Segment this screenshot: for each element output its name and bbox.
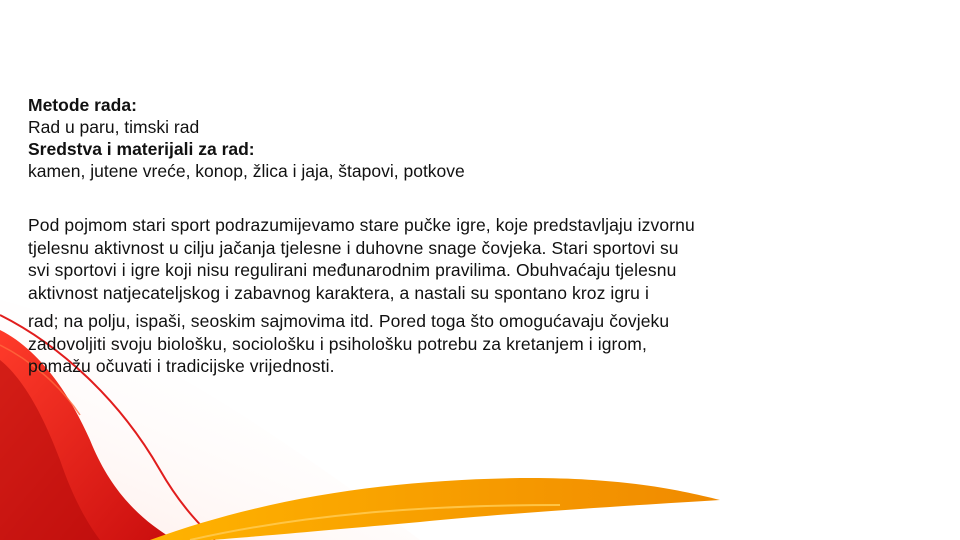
methods-value: Rad u paru, timski rad (28, 117, 200, 137)
description-paragraph (28, 214, 908, 378)
materials-heading: Sredstva i materijali za rad: (28, 139, 255, 159)
paragraph-line: aktivnost natjecateljskog i zabavnog karaktera, a nastali su spontano kroz igru i (28, 282, 649, 303)
paragraph-line: svi sportovi i igre koji nisu regulirani međunarodnim pravilima. Obuhvaćaju tjelesnu (28, 260, 677, 280)
materials-value: kamen, jutene vreće, konop, žlica i jaja, štapovi, potkove (28, 161, 465, 181)
paragraph-line: tjelesnu aktivnost u cilju jačanja tjelesne i duhovne snage čovjeka. Stari sportovi su (28, 237, 679, 258)
paragraph-line: rad; na polju, ispaši, seoskim sajmovima itd. Pored toga što omogućavaju čovjeku (28, 311, 670, 331)
paragraph-line: zadovoljiti svoju biološku, sociološku i psihološku potrebu za kretanjem i igrom, (28, 333, 647, 354)
paragraph-line: Pod pojmom stari sport podrazumijevamo stare pučke igre, koje predstavljaju izvornu (28, 215, 695, 235)
paragraph-line: pomažu očuvati i tradicijske vrijednosti. (28, 356, 335, 376)
methods-heading: Metode rada: (28, 95, 137, 115)
info-block (28, 94, 928, 182)
